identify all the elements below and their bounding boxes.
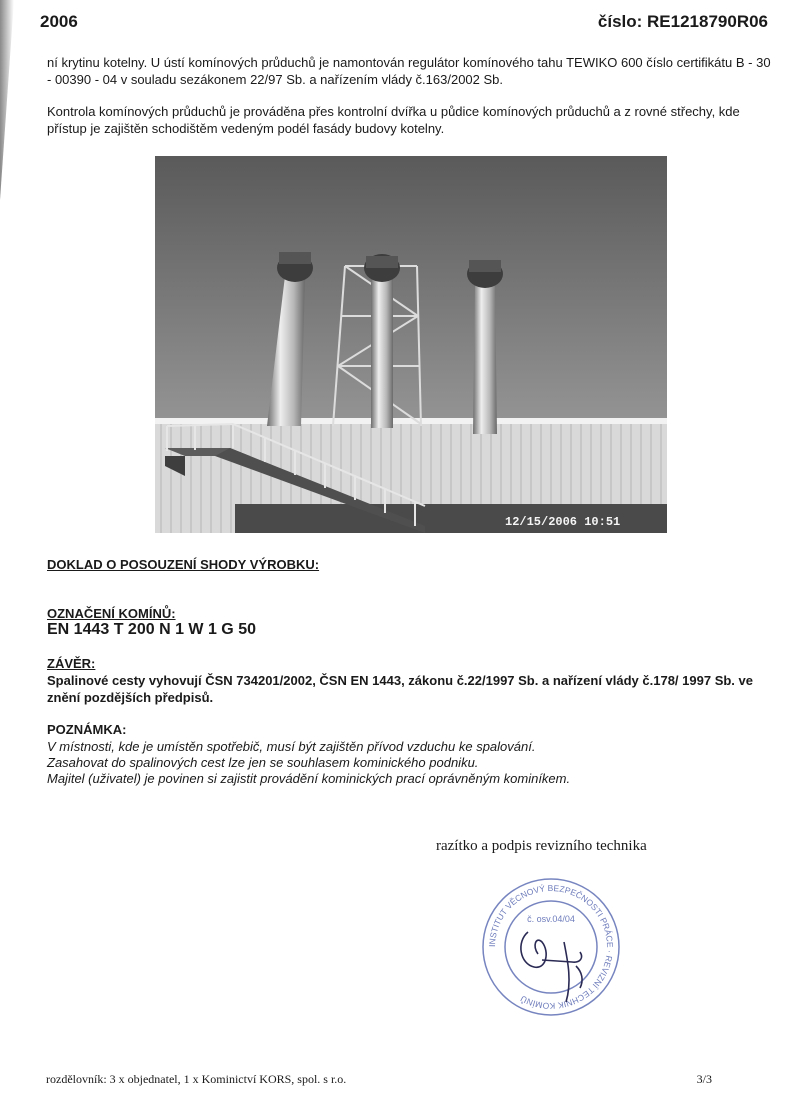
photo-timestamp: 12/15/2006 10:51 (505, 515, 621, 529)
paragraph-inspection: Kontrola komínových průduchů je prováděna přes kontrolní dvířka u půdice komínových průduchů a z rovné střechy, kde přístup je zajištěn schodištěm vedeným podél fasády budovy kotelny. (47, 104, 740, 136)
zaver-text: Spalinové cesty vyhovují ČSN 734201/2002, ČSN EN 1443, zákonu č.22/1997 Sb. a nařízení vlády č.178/ 1997 Sb. ve znění pozdějších předpisů. (47, 673, 753, 705)
note-item: Majitel (uživatel) je povinen si zajistit provádění kominických prací oprávněným kominíkem. (47, 771, 571, 786)
heading-doklad: DOKLAD O POSOUZENÍ SHODY VÝROBKU: (47, 557, 320, 572)
scan-page-edge (0, 0, 14, 200)
heading-poznamka: POZNÁMKA: (47, 722, 127, 737)
paragraph-regulator: ní krytinu kotelny. U ústí komínových průduchů je namontován regulátor komínového tahu TEWIKO 600 číslo certifikátu B - 30 - 00390 - 04 v souladu sezákonem 22/97 Sb. a nařízením vlády č.163/2002 Sb. (47, 55, 771, 87)
signature-label: razítko a podpis revizního technika (436, 838, 647, 854)
distribution-list: rozdělovník: 3 x objednatel, 1 x Kominictví KORS, spol. s r.o. (46, 1072, 347, 1086)
chimney-photo (155, 156, 667, 533)
heading-zaver: ZÁVĚR: (47, 656, 96, 671)
header-doc-number: číslo: RE1218790R06 (597, 12, 768, 31)
official-stamp (476, 872, 626, 1022)
header-year: 2006 (40, 12, 78, 31)
note-item: Zasahovat do spalinových cest lze jen se souhlasem kominického podniku. (47, 755, 479, 770)
stamp-number: č. osv.04/04 (527, 914, 575, 924)
chimney-designation: EN 1443 T 200 N 1 W 1 G 50 (47, 621, 256, 638)
note-item: V místnosti, kde je umístěn spotřebič, musí být zajištěn přívod vzduchu ke spalování. (47, 739, 536, 754)
heading-oznaceni: OZNAČENÍ KOMÍNŮ: (47, 606, 176, 621)
signature-scribble (521, 932, 582, 1002)
stamp-ring-text: INSTITUT VĚCNOVÝ BEZPEČNOSTI PRÁCE · REVIZNÍ TECHNIK KOMÍNŮ (486, 882, 616, 1012)
page-number: 3/3 (696, 1072, 712, 1086)
